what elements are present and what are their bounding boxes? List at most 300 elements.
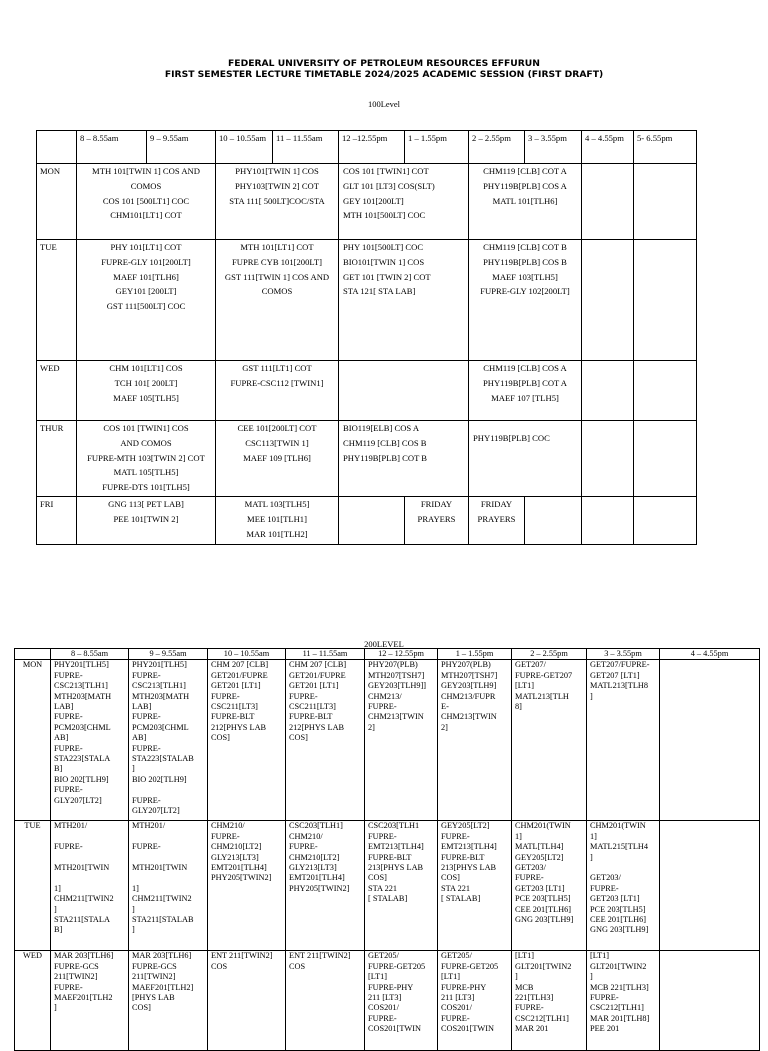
course-cell	[438, 951, 512, 1051]
course-line: PHY 101[500LT] COC	[343, 242, 424, 252]
row-tue	[37, 240, 697, 361]
course-line: ENT 211[TWIN2]	[211, 951, 273, 961]
course-line: CSC211[LT3]	[289, 702, 336, 712]
course-line: MTH207[TSH7]	[441, 670, 498, 680]
course-line: FUPRE-	[132, 670, 161, 680]
course-line: MATL[TLH4]	[515, 842, 564, 852]
course-cell	[208, 951, 286, 1051]
course-line: GET205/	[368, 951, 399, 961]
course-cell	[51, 951, 129, 1051]
time-header: 4 – 4.55pm	[660, 649, 760, 660]
course-line: CHM119 [CLB] COT B	[483, 242, 567, 252]
day-label: WED	[15, 951, 51, 1051]
time-header: 8 – 8.55am	[77, 131, 147, 164]
course-cell	[77, 164, 216, 240]
course-line: CHM119 [CLB] COS A	[483, 363, 567, 373]
course-line: GET201/FUPRE	[289, 670, 346, 680]
course-cell	[216, 421, 339, 497]
course-line: EMT213[TLH4]	[368, 842, 424, 852]
course-line: PHY119B[PLB] COS B	[483, 256, 567, 267]
course-line: CHM 207 [CLB]	[289, 660, 347, 670]
course-line: PHY205[TWIN2]	[289, 883, 350, 893]
course-line: FUPRE-	[515, 1003, 544, 1013]
empty-cell	[634, 240, 697, 361]
course-line: FUPRE-GET205	[441, 961, 499, 971]
course-line: COS]	[368, 873, 387, 883]
course-line: 1]	[132, 883, 139, 893]
time-header: 1 – 1.55pm	[438, 649, 512, 660]
course-line: GNG 203[TLH9]	[515, 915, 574, 925]
course-line: FUPRE-MTH 103[TWIN 2] COT	[87, 452, 205, 463]
day-label: MON	[15, 660, 51, 821]
row-thur	[37, 421, 697, 497]
course-line: ]	[54, 1003, 57, 1013]
course-line: TCH 101[ 200LT]	[114, 377, 178, 388]
course-line: FUPRE-	[132, 712, 161, 722]
course-line: AND COMOS	[120, 437, 172, 448]
course-line: PHY205[TWIN2]	[211, 873, 272, 883]
course-line: FUPRE-	[590, 993, 619, 1003]
course-line: COS201/	[368, 1003, 399, 1013]
course-line: PHY119B[PLB] COT A	[482, 377, 568, 388]
level-200-label: 200LEVEL	[364, 639, 404, 649]
course-cell	[77, 421, 216, 497]
course-line: GLY207[LT2]	[54, 795, 102, 805]
course-line: [ STALAB]	[441, 894, 481, 904]
course-line: CHM213[TWIN	[441, 712, 497, 722]
course-line: STA211[STALA	[54, 915, 110, 925]
course-line: COS 101 [500LT1] COC	[102, 195, 190, 206]
course-line: GLY213[LT3]	[211, 852, 259, 862]
course-line: 2]	[441, 722, 448, 732]
course-line: COS201[TWIN	[441, 1024, 495, 1034]
course-line: FUPRE-	[54, 743, 83, 753]
day-label: MON	[37, 164, 77, 240]
course-line: MATL215[TLH4	[590, 842, 649, 852]
course-cell	[77, 497, 216, 545]
empty-cell	[582, 164, 634, 240]
course-cell	[365, 660, 438, 821]
course-line: [LT1]	[515, 951, 535, 961]
day-label: FRI	[37, 497, 77, 545]
course-line: ENT 211[TWIN2]	[289, 951, 351, 961]
course-line	[54, 853, 128, 863]
empty-cell	[582, 361, 634, 421]
course-cell	[129, 951, 208, 1051]
course-line: GEY 101[200LT]	[343, 195, 404, 206]
course-line: MCB	[515, 982, 534, 992]
course-line: BIO 202[TLH9]	[54, 774, 109, 784]
course-cell	[365, 951, 438, 1051]
course-line: CHM213[TWIN	[368, 712, 424, 722]
course-line: PCE 203[TLH5]	[515, 894, 571, 904]
course-line: ]	[590, 691, 593, 701]
course-line: CSC203[TLH1	[368, 821, 420, 831]
row-wed	[15, 951, 760, 1051]
course-line: GET201 [LT1]	[289, 681, 339, 691]
course-line: ]	[132, 904, 135, 914]
course-line: FUPRE-GLY 102[200LT]	[480, 286, 570, 297]
header-row	[15, 649, 760, 660]
course-line: GEY205[LT2]	[515, 852, 564, 862]
course-line: GET203/	[590, 873, 621, 883]
course-line: [LT1]	[515, 681, 535, 691]
course-line: PHY207(PLB)	[441, 660, 491, 670]
course-line: B]	[54, 764, 63, 774]
course-line: FUPRE-	[54, 670, 83, 680]
course-line: FUPRE-	[441, 1013, 470, 1023]
course-line: MAEF 105[TLH5]	[113, 392, 179, 403]
course-cell	[469, 164, 582, 240]
course-line: FUPRE-	[441, 831, 470, 841]
course-cell	[339, 164, 469, 240]
course-cell	[208, 821, 286, 951]
course-line: PEE 201	[590, 1024, 620, 1034]
course-line: MTH203[MATH	[132, 691, 190, 701]
course-line: EMT201[TLH4]	[289, 873, 345, 883]
course-line: FUPRE-GLY 101[200LT]	[101, 256, 191, 267]
course-line: FUPRE-GET207	[515, 670, 573, 680]
time-header: 2 – 2.55pm	[512, 649, 587, 660]
course-line: FUPRE-BLT	[441, 852, 485, 862]
course-line: FUPRE-BLT	[211, 712, 255, 722]
course-line: CEE 201[TLH6]	[590, 915, 646, 925]
course-line: PHY207(PLB)	[368, 660, 418, 670]
course-line: EMT201[TLH4]	[211, 863, 267, 873]
time-header: 3 – 3.55pm	[587, 649, 660, 660]
course-line: GLY213[LT3]	[289, 863, 337, 873]
course-line: PCM203[CHML	[132, 722, 189, 732]
course-line: ]	[54, 904, 57, 914]
row-mon	[37, 164, 697, 240]
course-line	[590, 863, 659, 873]
course-line: CHM211[TWIN2	[132, 894, 192, 904]
course-line: BIO119[ELB] COS A	[343, 423, 420, 433]
time-header: 11 – 11.55am	[286, 649, 365, 660]
course-line: FUPRE-	[368, 1013, 397, 1023]
course-line: MAEF 101[TLH6]	[113, 271, 179, 282]
day-label: TUE	[15, 821, 51, 951]
course-cell	[469, 240, 582, 361]
empty-cell	[660, 951, 760, 1051]
course-line: CSC203[TLH1]	[289, 821, 343, 831]
course-line: CHM119 [CLB] COS B	[343, 437, 427, 448]
course-line: FUPRE-GET205	[368, 961, 426, 971]
empty-cell	[339, 497, 405, 545]
course-cell	[208, 660, 286, 821]
prayer-cell	[405, 497, 469, 545]
course-line: AB]	[54, 733, 69, 743]
course-line: MAR 201	[515, 1024, 549, 1034]
course-line: FUPRE-	[211, 691, 240, 701]
course-line: 211[TWIN2]	[54, 972, 98, 982]
course-line: FUPRE-	[289, 691, 318, 701]
course-line: GET 101 [TWIN 2] COT	[343, 271, 431, 282]
course-line: FUPRE-	[368, 831, 397, 841]
course-line: FUPRE-DTS 101[TLH5]	[102, 482, 190, 493]
course-line: FUPRE-PHY	[368, 982, 414, 992]
course-line: COS]	[289, 733, 308, 743]
course-cell	[129, 821, 208, 951]
course-line: 212[PHYS LAB	[211, 722, 267, 732]
course-cell	[77, 240, 216, 361]
course-line: ]	[590, 972, 593, 982]
course-line: ]	[590, 852, 593, 862]
course-line: PHY201[TLH5]	[132, 660, 187, 670]
course-line: MATL 105[TLH5]	[113, 467, 179, 478]
course-cell	[51, 821, 129, 951]
time-header: 12 – 12.55pm	[365, 649, 438, 660]
course-cell	[512, 660, 587, 821]
course-line: STA211[STALAB	[132, 915, 194, 925]
course-cell	[587, 821, 660, 951]
course-line: FUPRE-GCS	[54, 961, 99, 971]
course-line: CHM101[LT1] COT	[110, 210, 182, 221]
course-line: LAB]	[132, 702, 152, 712]
empty-cell	[660, 821, 760, 951]
course-line: GET203/	[515, 863, 546, 873]
course-line: PRAYERS	[477, 513, 516, 524]
course-line: LAB]	[54, 702, 74, 712]
course-line: EMT213[TLH4]	[441, 842, 497, 852]
course-line: PCE 203[TLH5]	[590, 904, 646, 914]
course-line: COMOS	[130, 180, 162, 191]
course-line: CHM213/	[368, 691, 402, 701]
course-cell	[587, 660, 660, 821]
course-line: FUPRE-	[54, 842, 83, 852]
course-line: CHM 207 [CLB]	[211, 660, 269, 670]
course-line: CHM 101[LT1] COS	[109, 363, 183, 373]
course-line: GET207/	[515, 660, 546, 670]
course-line: COS	[211, 961, 228, 971]
course-cell	[216, 240, 339, 361]
document-subtitle: FIRST SEMESTER LECTURE TIMETABLE 2024/2025 ACADEMIC SESSION (FIRST DRAFT)	[164, 69, 604, 80]
course-line: MEE 101[TLH1]	[247, 513, 307, 524]
course-line: CHM210[LT2]	[289, 852, 340, 862]
course-line: MTH201/	[54, 821, 88, 831]
course-line: CEE 101[200LT] COT	[237, 423, 317, 433]
course-line: FUPRE-	[590, 883, 619, 893]
empty-cell	[582, 497, 634, 545]
course-line: GLT201[TWIN2	[590, 961, 647, 971]
course-line: FUPRE-CSC112 [TWIN1]	[230, 377, 324, 388]
course-line: 213[PHYS LAB	[441, 863, 497, 873]
course-cell	[339, 421, 469, 497]
course-line: PHY101[TWIN 1] COS	[235, 166, 319, 176]
course-line: MAEF 109 [TLH6]	[243, 452, 311, 463]
course-line: STA 221	[441, 883, 471, 893]
course-line: GEY101 [200LT]	[115, 286, 177, 297]
course-line: CSC213[TLH1]	[132, 681, 186, 691]
course-line: 1]	[515, 831, 522, 841]
course-line: COS]	[441, 873, 460, 883]
course-line: [LT1]	[441, 972, 461, 982]
course-line: COS]	[211, 733, 230, 743]
course-line: GLT201[TWIN2	[515, 961, 572, 971]
course-line: GNG 113[ PET LAB]	[108, 499, 184, 509]
course-line: ]	[132, 925, 135, 935]
course-line: MAEF 103[TLH5]	[492, 271, 558, 282]
course-cell	[216, 497, 339, 545]
header-row	[37, 131, 697, 164]
course-line: FUPRE-	[289, 842, 318, 852]
level-100-label: 100Level	[367, 99, 401, 109]
course-line	[132, 832, 207, 842]
time-header: 12 –12.55pm	[339, 131, 405, 164]
course-line: GET207 [LT1]	[590, 670, 640, 680]
course-line: FUPRE-	[211, 831, 240, 841]
course-line: [LT1]	[590, 951, 610, 961]
course-line: COS]	[132, 1003, 151, 1013]
course-line: MAR 101[TLH2]	[246, 528, 308, 539]
course-cell	[438, 821, 512, 951]
course-line: BIO101[TWIN 1] COS	[343, 256, 425, 267]
course-line: MAEF 107 [TLH5]	[491, 392, 559, 403]
course-line: MATL 101[TLH6]	[492, 195, 558, 206]
course-line: CSC212[TLH1]	[515, 1013, 569, 1023]
course-line: FUPRE-GCS	[132, 961, 177, 971]
course-cell	[438, 660, 512, 821]
course-line: GET207/FUPRE-	[590, 660, 650, 670]
course-line: MTH 101[TWIN 1] COS AND	[92, 166, 200, 176]
time-header: 1 – 1.55pm	[405, 131, 469, 164]
course-cell	[216, 164, 339, 240]
course-line	[132, 873, 207, 883]
course-cell	[469, 421, 582, 497]
course-line: 211[TWIN2]	[132, 972, 176, 982]
course-line: FUPRE-	[54, 982, 83, 992]
course-line: 221[TLH3]	[515, 993, 554, 1003]
course-line: CSC211[LT3]	[211, 702, 258, 712]
course-line: CSC113[TWIN 1]	[245, 437, 309, 448]
day-label: TUE	[37, 240, 77, 361]
course-line: MCB 221[TLH3]	[590, 982, 649, 992]
course-line: FUPRE-	[515, 873, 544, 883]
course-line: GST 111[LT1] COT	[242, 363, 312, 373]
course-cell	[77, 361, 216, 421]
course-line: CHM213/FUPR	[441, 691, 496, 701]
course-line: MATL213[TLH	[515, 691, 569, 701]
course-line: MAR 203[TLH6]	[54, 951, 114, 961]
course-line: CSC212[TLH1]	[590, 1003, 644, 1013]
time-header: 4 – 4.55pm	[582, 131, 634, 164]
time-header: 3 – 3.55pm	[525, 131, 582, 164]
course-line: FUPRE CYB 101[200LT]	[232, 256, 322, 267]
day-label: WED	[37, 361, 77, 421]
course-line: MATL 103[TLH5]	[244, 499, 310, 509]
course-line: FUPRE-	[132, 795, 161, 805]
course-cell	[512, 821, 587, 951]
course-line: CHM119 [CLB] COT A	[483, 166, 567, 176]
course-line: GET201/FUPRE	[211, 670, 268, 680]
document-title: FEDERAL UNIVERSITY OF PETROLEUM RESOURCES EFFURUN	[228, 58, 540, 69]
row-mon	[15, 660, 760, 821]
course-line: CHM201(TWIN	[590, 821, 646, 831]
course-line: 211 [LT3]	[441, 993, 475, 1003]
time-header: 10 – 10.55am	[216, 131, 273, 164]
course-cell	[129, 660, 208, 821]
course-line: 1]	[590, 831, 597, 841]
time-header: 9 – 9.55am	[129, 649, 208, 660]
timetable-200-level	[14, 648, 760, 1051]
course-line: GET203 [LT1]	[515, 883, 565, 893]
course-line: GLT 101 [LT3] COS(SLT)	[343, 180, 435, 191]
course-line: FUPRE-BLT	[368, 852, 412, 862]
course-line	[54, 873, 128, 883]
course-line: MAR 203[TLH6]	[132, 951, 192, 961]
course-line: STA 121[ STA LAB]	[343, 286, 416, 297]
course-line: MTH201/	[132, 821, 166, 831]
course-line: FRIDAY	[480, 499, 513, 509]
course-cell	[512, 951, 587, 1051]
course-line: 211 [LT3]	[368, 993, 402, 1003]
course-line: GET205/	[441, 951, 472, 961]
course-line: FRIDAY	[420, 499, 453, 509]
course-line: CSC213[TLH1]	[54, 681, 108, 691]
course-line: CHM210/	[211, 821, 245, 831]
course-line: PEE 101[TWIN 2]	[113, 513, 179, 524]
course-line: FUPRE-PHY	[441, 982, 487, 992]
course-cell	[339, 240, 469, 361]
empty-cell	[634, 164, 697, 240]
course-line: B]	[54, 925, 63, 935]
course-line	[132, 853, 207, 863]
prayer-cell	[469, 497, 525, 545]
course-line: STA 111[ 500LT]COC/STA	[229, 195, 325, 206]
course-line: GET201 [LT1]	[211, 681, 261, 691]
course-line: GEY203[TLH9]	[441, 681, 497, 691]
course-line: FUPRE-	[132, 743, 161, 753]
corner-cell	[37, 131, 77, 164]
course-line: FUPRE-	[132, 842, 161, 852]
course-line: STA223[STALA	[54, 754, 111, 764]
course-line: PRAYERS	[417, 513, 456, 524]
course-line: COS201[TWIN	[368, 1024, 422, 1034]
empty-cell	[582, 421, 634, 497]
course-line	[54, 832, 128, 842]
time-header: 5- 6.55pm	[634, 131, 697, 164]
course-line: GST 111[TWIN 1] COS AND	[224, 271, 330, 282]
empty-cell	[634, 497, 697, 545]
course-line: PHY103[TWIN 2] COT	[234, 180, 320, 191]
course-cell	[286, 951, 365, 1051]
course-line: MATL213[TLH8	[590, 681, 649, 691]
row-wed	[37, 361, 697, 421]
course-line: STA223[STALAB	[132, 754, 194, 764]
course-line: [LT1]	[368, 972, 388, 982]
course-cell	[216, 361, 339, 421]
course-line: CEE 201[TLH6]	[515, 904, 571, 914]
course-line: AB]	[132, 733, 147, 743]
course-line: 1]	[54, 883, 61, 893]
course-line: FUPRE-	[368, 702, 397, 712]
corner-cell	[15, 649, 51, 660]
course-line: PCM203[CHML	[54, 722, 111, 732]
course-line: STA 221	[368, 883, 398, 893]
course-line: MTH203[MATH	[54, 691, 112, 701]
course-line: 213[PHYS LAB	[368, 863, 424, 873]
course-line: PHY201[TLH5]	[54, 660, 109, 670]
time-header: 9 – 9.55am	[147, 131, 216, 164]
course-line: GST 111[500LT] COC	[106, 301, 186, 312]
course-line: ]	[132, 764, 135, 774]
time-header: 2 – 2.55pm	[469, 131, 525, 164]
course-cell	[365, 821, 438, 951]
row-tue	[15, 821, 760, 951]
course-line: 2]	[368, 722, 375, 732]
course-line: [ STALAB]	[368, 894, 408, 904]
time-header: 8 – 8.55am	[51, 649, 129, 660]
